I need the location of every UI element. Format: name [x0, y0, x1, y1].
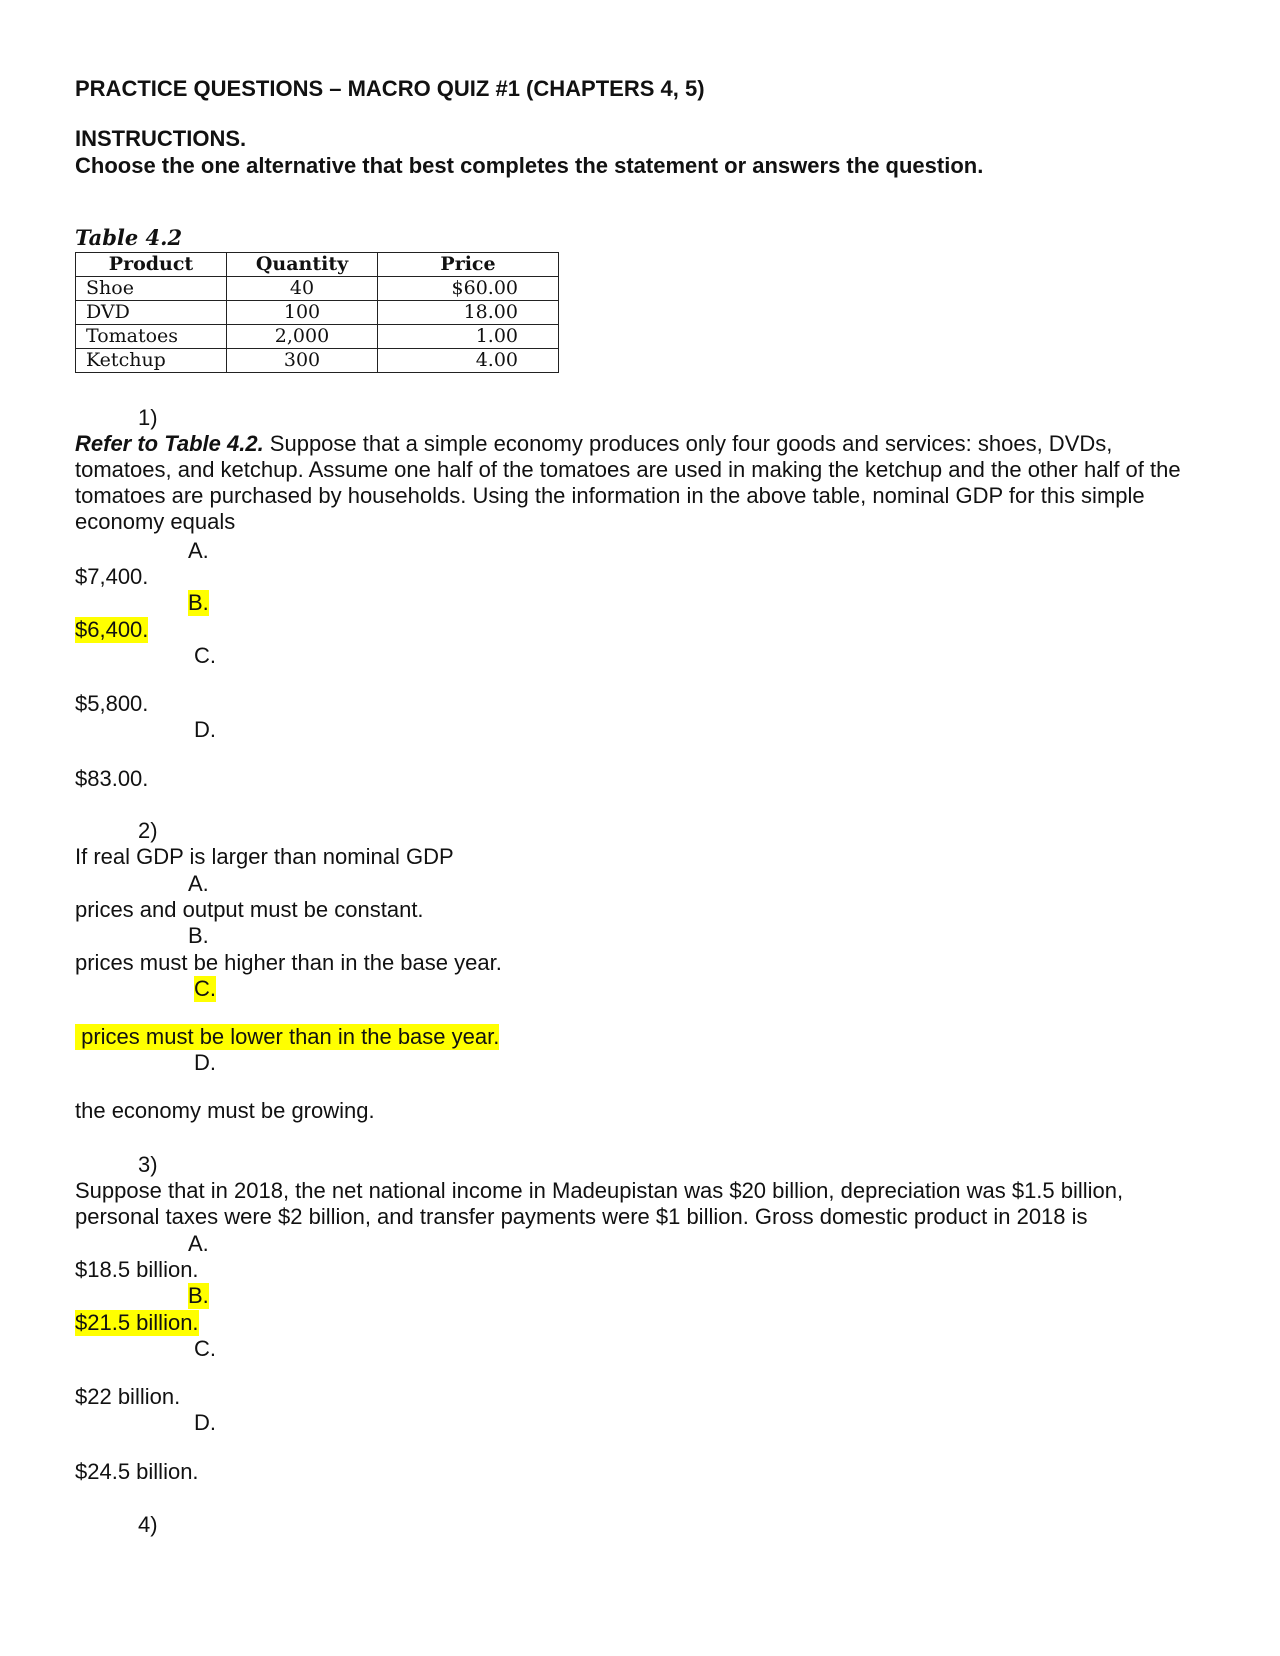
option-letter: A. — [188, 538, 209, 563]
option-letter: D. — [194, 717, 216, 742]
question-1-body: Suppose that a simple economy produces only four goods and services: shoes, DVDs, tomatoes, and ketchup. Assume one half of the tomatoes are used in making the ketchup and the other half of the tomatoes are purchased by households. Using the information in the above table, nominal GDP for this simple economy equals — [75, 431, 1181, 534]
question-1-ref: Refer to Table 4.2. — [75, 431, 264, 456]
question-1-number: 1) — [138, 405, 158, 430]
option-text-answer: prices must be lower than in the base year. — [75, 1024, 500, 1049]
option-letter: B. — [188, 923, 209, 948]
table-cell: $60.00 — [378, 277, 559, 301]
column-header: Quantity — [227, 253, 378, 277]
option-letter: D. — [194, 1050, 216, 1075]
table-row — [76, 349, 559, 373]
option-text-answer: $21.5 billion. — [75, 1310, 199, 1335]
question-2-number: 2) — [138, 818, 158, 843]
instructions-label: INSTRUCTIONS. — [75, 126, 247, 151]
option-text: $5,800. — [75, 691, 149, 716]
option-text: $22 billion. — [75, 1384, 181, 1409]
option-letter: C. — [194, 643, 216, 668]
column-header: Price — [378, 253, 559, 277]
table-row — [76, 325, 559, 349]
table-header-row — [76, 253, 559, 277]
option-text: the economy must be growing. — [75, 1098, 375, 1123]
table-caption: Table 4.2 — [75, 225, 183, 250]
column-header: Product — [76, 253, 227, 277]
option-letter: A. — [188, 1231, 209, 1256]
table-row — [76, 277, 559, 301]
option-text: prices must be higher than in the base year. — [75, 950, 502, 975]
option-letter: D. — [194, 1410, 216, 1435]
option-text: $18.5 billion. — [75, 1257, 199, 1282]
table-cell: 18.00 — [378, 301, 559, 325]
table-cell: 2,000 — [227, 325, 378, 349]
table-cell: 300 — [227, 349, 378, 373]
table-cell: DVD — [76, 301, 227, 325]
page-title: PRACTICE QUESTIONS – MACRO QUIZ #1 (CHAPTERS 4, 5) — [75, 76, 705, 101]
option-letter-answer: B. — [188, 590, 209, 615]
table-cell: 40 — [227, 277, 378, 301]
table-cell: 1.00 — [378, 325, 559, 349]
option-text: prices and output must be constant. — [75, 897, 424, 922]
table-cell: 4.00 — [378, 349, 559, 373]
table-cell: 100 — [227, 301, 378, 325]
question-3-number: 3) — [138, 1152, 158, 1177]
question-3-text: Suppose that in 2018, the net national income in Madeupistan was $20 billion, depreciation was $1.5 billion, personal taxes were $2 billion, and transfer payments were $1 billion. Gross domestic product in 2018 is — [75, 1178, 1124, 1229]
table-cell: Tomatoes — [76, 325, 227, 349]
option-text: $7,400. — [75, 564, 149, 589]
option-letter: A. — [188, 871, 209, 896]
option-letter-answer: C. — [194, 976, 216, 1001]
instructions-text: Choose the one alternative that best completes the statement or answers the question. — [75, 153, 984, 178]
question-2-text: If real GDP is larger than nominal GDP — [75, 844, 454, 869]
option-letter-answer: B. — [188, 1283, 209, 1308]
table-row — [76, 301, 559, 325]
table-cell: Ketchup — [76, 349, 227, 373]
data-table — [75, 252, 559, 373]
option-text-answer: $6,400. — [75, 617, 149, 642]
table-cell: Shoe — [76, 277, 227, 301]
question-1-text — [75, 431, 1205, 535]
option-text: $24.5 billion. — [75, 1459, 199, 1484]
question-4-number: 4) — [138, 1512, 158, 1537]
option-text: $83.00. — [75, 766, 149, 791]
option-letter: C. — [194, 1336, 216, 1361]
